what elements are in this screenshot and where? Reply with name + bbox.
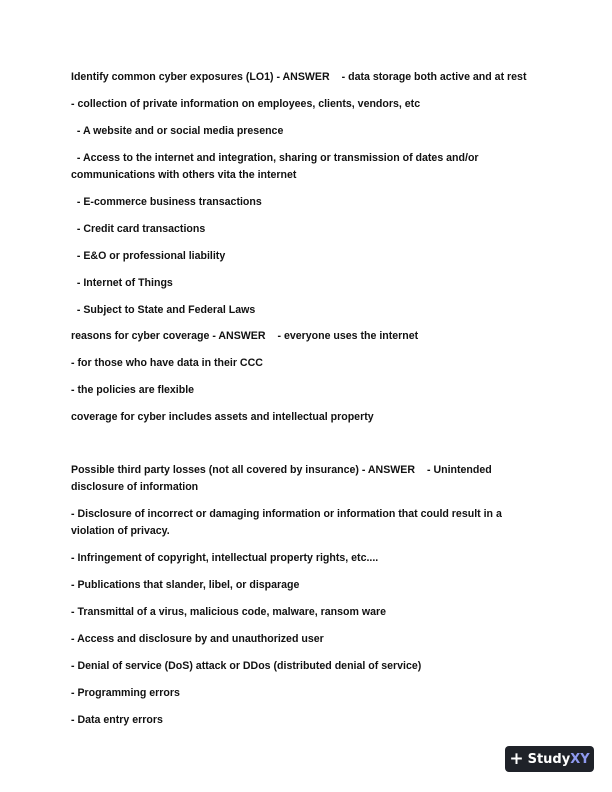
- answer-1-text: - data storage both active and at rest: [341, 71, 527, 83]
- answer-1-line: - E&O or professional liability: [71, 250, 226, 262]
- answer-2-line: coverage for cyber includes assets and intellectual property: [71, 411, 374, 423]
- answer-1-line: - Internet of Things: [71, 277, 173, 289]
- answer-1-line: - Credit card transactions: [71, 223, 206, 235]
- answer-3-line: - Denial of service (DoS) attack or DDos (distributed denial of service): [71, 660, 422, 672]
- answer-1-line: - collection of private information on employees, clients, vendors, etc: [71, 98, 421, 110]
- plus-icon: +: [509, 748, 524, 769]
- answer-3-line: - Access and disclosure by and unauthorized user: [71, 633, 324, 645]
- answer-2-line: - the policies are flexible: [71, 384, 195, 396]
- answer-3-line: - Infringement of copyright, intellectual property rights, etc....: [71, 552, 379, 564]
- brand-name-xy: XY: [570, 751, 590, 767]
- answer-1-line: - E-commerce business transactions: [71, 196, 262, 208]
- question-2: [71, 328, 541, 345]
- answer-2-line: - for those who have data in their CCC: [71, 357, 263, 369]
- question-1: [71, 69, 541, 86]
- brand-name-study: Study: [527, 751, 571, 767]
- studyxy-logo[interactable]: [505, 746, 594, 772]
- answer-1-line: - A website and or social media presence: [71, 125, 284, 137]
- question-3: [71, 462, 541, 496]
- answer-3-line: - Publications that slander, libel, or disparage: [71, 579, 300, 591]
- answer-3-line: - Data entry errors: [71, 714, 163, 726]
- question-1-text: Identify common cyber exposures (LO1) - ANSWER: [71, 71, 330, 83]
- answer-1-line: communications with others vita the internet: [71, 169, 297, 181]
- answer-3-line: - Programming errors: [71, 687, 180, 699]
- answer-3-text: - Unintended disclosure of information: [71, 464, 492, 493]
- answer-3-line: - Disclosure of incorrect or damaging information or information that could result in a violation of privacy.: [71, 508, 502, 537]
- answer-2-text: - everyone uses the internet: [277, 330, 419, 342]
- question-2-text: reasons for cyber coverage - ANSWER: [71, 330, 266, 342]
- answer-3-line: - Transmittal of a virus, malicious code, malware, ransom ware: [71, 606, 386, 618]
- answer-1-line: - Access to the internet and integration, sharing or transmission of dates and/or: [71, 152, 479, 164]
- answer-1-line: - Subject to State and Federal Laws: [71, 304, 256, 316]
- question-3-text: Possible third party losses (not all covered by insurance) - ANSWER: [71, 464, 415, 476]
